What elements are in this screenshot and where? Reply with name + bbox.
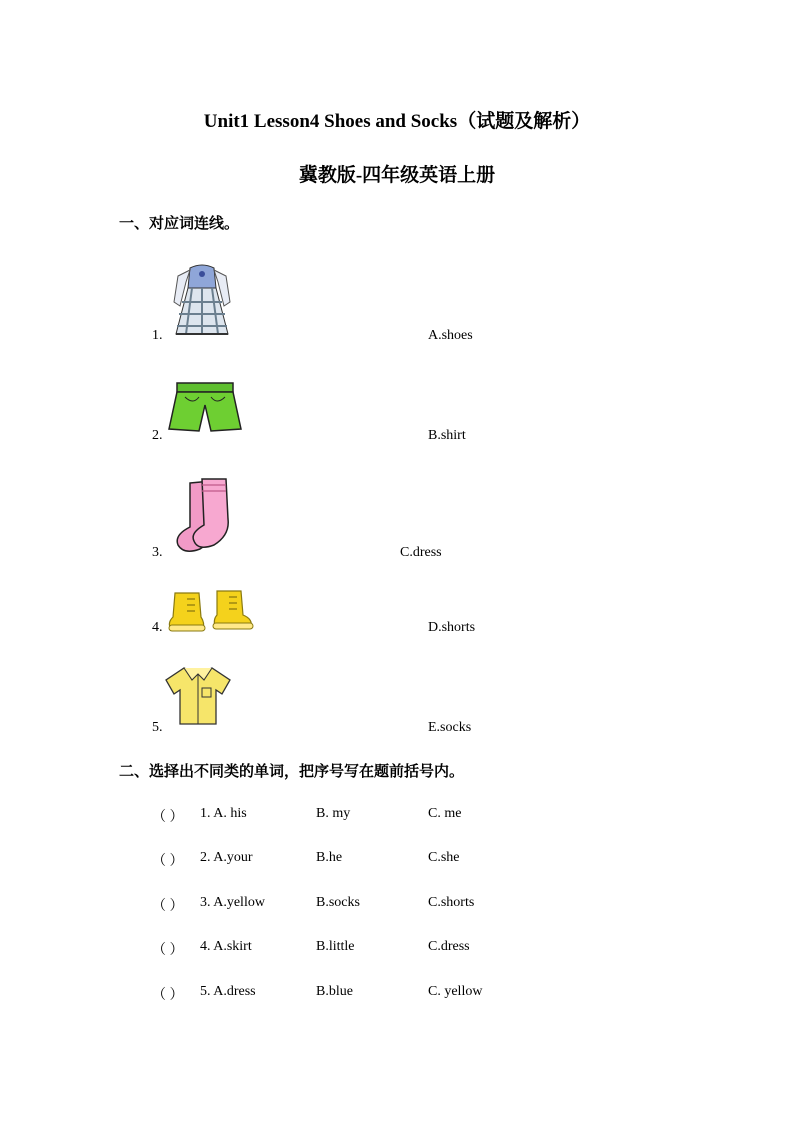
option-c: C.shorts — [428, 895, 475, 910]
option-a: 1. A. his — [200, 806, 247, 821]
question-2 — [152, 850, 578, 870]
item-2-number: 2. — [152, 428, 163, 443]
option-b: B.blue — [316, 984, 353, 999]
item-5-number: 5. — [152, 720, 163, 735]
shoes-picture — [165, 587, 255, 635]
word-e: E.socks — [428, 720, 472, 735]
answer-bracket[interactable]: （ ） — [152, 943, 184, 958]
section-2-heading: 二、选择出不同类的单词，把序号写在题前括号内。 — [119, 762, 465, 780]
answer-bracket[interactable]: （ ） — [152, 899, 184, 914]
option-b: B.he — [316, 850, 343, 865]
option-c: C.dress — [428, 939, 470, 954]
word-c: C.dress — [400, 545, 442, 560]
word-d: D.shorts — [428, 620, 476, 635]
answer-bracket[interactable]: （ ） — [152, 854, 184, 869]
socks-picture — [172, 475, 240, 559]
answer-bracket[interactable]: （ ） — [152, 810, 184, 825]
item-1-number: 1. — [152, 328, 163, 343]
question-5 — [152, 984, 578, 1004]
option-a: 2. A.your — [200, 850, 253, 865]
question-1 — [152, 806, 578, 826]
option-b: B.little — [316, 939, 355, 954]
option-b: B. my — [316, 806, 351, 821]
word-a: A.shoes — [428, 328, 473, 343]
item-4-number: 4. — [152, 620, 163, 635]
word-b: B.shirt — [428, 428, 466, 443]
section-1-heading: 一、对应词连线。 — [119, 214, 240, 232]
option-c: C. yellow — [428, 984, 483, 999]
option-c: C. me — [428, 806, 462, 821]
option-c: C.she — [428, 850, 460, 865]
option-a: 5. A.dress — [200, 984, 256, 999]
item-3-number: 3. — [152, 545, 163, 560]
option-b: B.socks — [316, 895, 360, 910]
question-3 — [152, 895, 578, 915]
document-subtitle: 冀教版-四年级英语上册 — [298, 165, 496, 186]
document-title: Unit1 Lesson4 Shoes and Socks（试题及解析） — [203, 111, 591, 132]
shirt-picture — [162, 664, 234, 728]
option-a: 3. A.yellow — [200, 895, 265, 910]
answer-bracket[interactable]: （ ） — [152, 988, 184, 1003]
dress-picture — [168, 262, 236, 342]
shorts-picture — [165, 379, 245, 435]
question-4 — [152, 939, 578, 959]
option-a: 4. A.skirt — [200, 939, 252, 954]
